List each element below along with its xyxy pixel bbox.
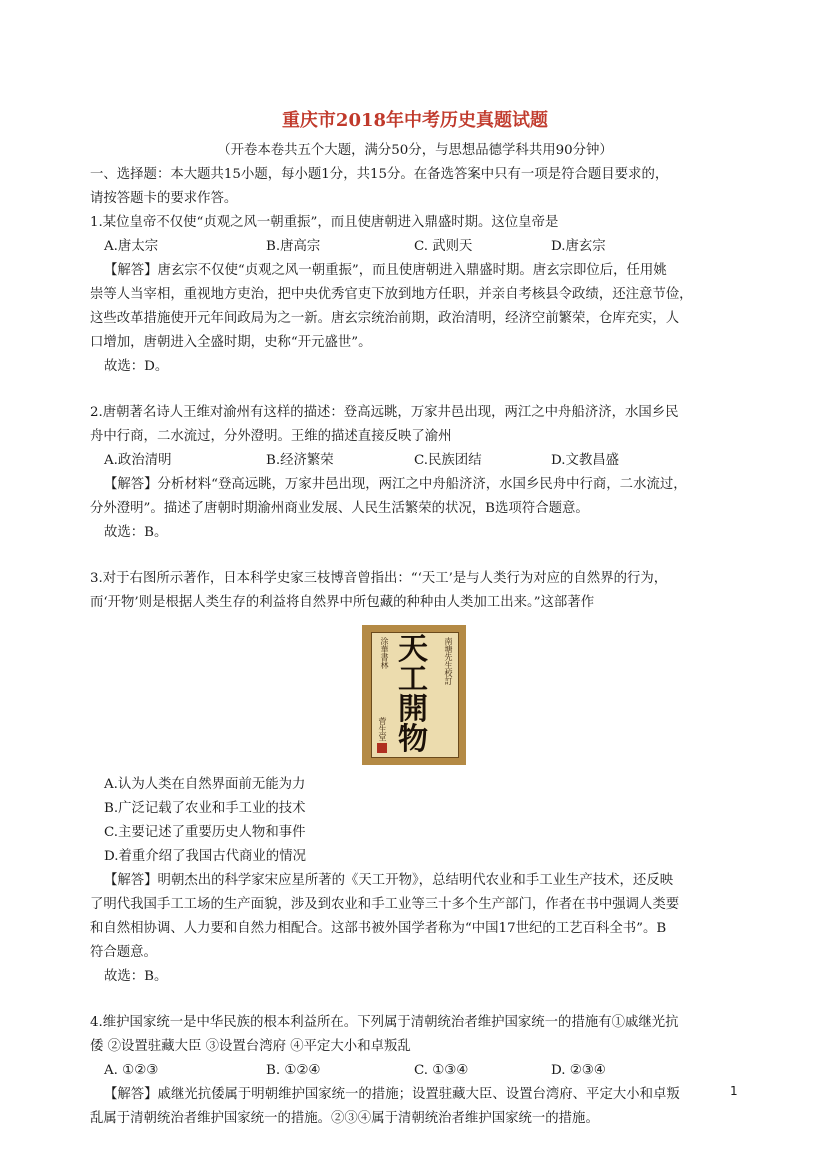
page-title: 重庆市2018年中考历史真题试题	[281, 110, 549, 131]
question-4-stem: 4.维护国家统一是中华民族的根本利益所在。下列属于清朝统治者维护国家统一的措施有①戚继光抗	[90, 1015, 679, 1030]
book-cover-image	[362, 625, 466, 765]
answer-line: 【解答】明朝杰出的科学家宋应星所著的《天工开物》，总结明代农业和手工业生产技术，还反映	[104, 873, 674, 888]
option-c: C.民族团结	[414, 453, 482, 468]
option-d: D. ②③④	[551, 1063, 606, 1078]
answer-choice: 故选：B。	[104, 525, 168, 540]
option-c: C.主要记述了重要历史人物和事件	[104, 825, 306, 840]
option-c: C. ①③④	[414, 1063, 469, 1078]
option-d: D.文教昌盛	[551, 453, 620, 468]
question-1-options	[90, 235, 740, 259]
answer-line: 【解答】唐玄宗不仅使“贞观之风一朝重振”，而且使唐朝进入鼎盛时期。唐玄宗即位后，任用姚	[104, 263, 667, 278]
document-page	[90, 100, 740, 1131]
answer-line: 乱属于清朝统治者维护国家统一的措施。②③④属于清朝统治者维护国家统一的措施。	[90, 1111, 599, 1126]
red-seal-icon	[377, 743, 387, 753]
option-a: A.政治清明	[104, 453, 172, 468]
question-4-stem: 倭 ②设置驻藏大臣 ③设置台湾府 ④平定大小和卓叛乱	[90, 1039, 411, 1054]
option-d: D.唐玄宗	[551, 239, 606, 254]
question-3-stem: 3.对于右图所示著作，日本科学史家三枝博音曾指出：“‘天工’是与人类行为对应的自然界的行为，	[90, 571, 668, 586]
page-number: 1	[730, 1084, 738, 1098]
answer-line: 符合题意。	[90, 945, 157, 960]
question-1-stem: 1.某位皇帝不仅使“贞观之风一朝重振”，而且使唐朝进入鼎盛时期。这位皇帝是	[90, 215, 559, 230]
option-b: B.经济繁荣	[266, 453, 334, 468]
answer-line: 这些改革措施使开元年间政局为之一新。唐玄宗统治前期，政治清明，经济空前繁荣，仓库充实，人	[90, 311, 680, 326]
option-c: C. 武则天	[414, 239, 473, 254]
answer-line: 口增加，唐朝进入全盛时期，史称“开元盛世”。	[90, 335, 372, 350]
cover-publisher-text: 菅生堂	[378, 717, 387, 741]
answer-line: 【解答】分析材料“登高远眺，万家井邑出现，两江之中舟船济济，水国乡民舟中行商，二水流过，	[104, 477, 687, 492]
option-b: B. ①②④	[266, 1063, 321, 1078]
question-4-options	[90, 1059, 740, 1083]
cover-title-text: 天工開物	[398, 632, 428, 757]
section-intro-line: 请按答题卡的要求作答。	[90, 191, 238, 206]
cover-left-text: 涂華書林	[380, 637, 389, 669]
answer-choice: 故选：D。	[104, 359, 169, 374]
cover-right-text: 南塘先生校訂	[444, 637, 453, 685]
answer-line: 【解答】戚继光抗倭属于明朝维护国家统一的措施；设置驻藏大臣、设置台湾府、平定大小和卓叛	[104, 1087, 680, 1102]
option-d: D.着重介绍了我国古代商业的情况	[104, 849, 306, 864]
section-intro-line: 一、选择题：本大题共15小题，每小题1分，共15分。在备选答案中只有一项是符合题目要求的，	[90, 167, 669, 182]
question-2-stem: 舟中行商，二水流过，分外澄明。王维的描述直接反映了渝州	[90, 429, 452, 444]
answer-line: 崇等人当宰相，重视地方吏治，把中央优秀官吏下放到地方任职，并亲自考核县令政绩，还注意节俭，	[90, 287, 693, 302]
question-3-stem: 而‘开物’则是根据人类生存的利益将自然界中所包藏的种种由人类加工出来。”这部著作	[90, 595, 595, 610]
option-b: B.广泛记载了农业和手工业的技术	[104, 801, 306, 816]
answer-choice: 故选：B。	[104, 969, 168, 984]
question-2-options	[90, 449, 740, 473]
answer-line: 分外澄明”。描述了唐朝时期渝州商业发展、人民生活繁荣的状况，B选项符合题意。	[90, 501, 589, 516]
option-a: A.认为人类在自然界面前无能为力	[104, 777, 306, 792]
answer-line: 了明代我国手工工场的生产面貌，涉及到农业和手工业等三十多个生产部门，作者在书中强调人类要	[90, 897, 680, 912]
option-a: A.唐太宗	[104, 239, 159, 254]
option-a: A. ①②③	[104, 1063, 159, 1078]
answer-line: 和自然相协调、人力要和自然力相配合。这部书被外国学者称为“中国17世纪的工艺百科全书”。B	[90, 921, 667, 936]
option-b: B.唐高宗	[266, 239, 321, 254]
question-2-stem: 2.唐朝著名诗人王维对渝州有这样的描述：登高远眺，万家井邑出现，两江之中舟船济济，水国乡民	[90, 405, 679, 420]
page-subtitle: （开卷本卷共五个大题，满分50分，与思想品德学科共用90分钟）	[217, 143, 613, 158]
